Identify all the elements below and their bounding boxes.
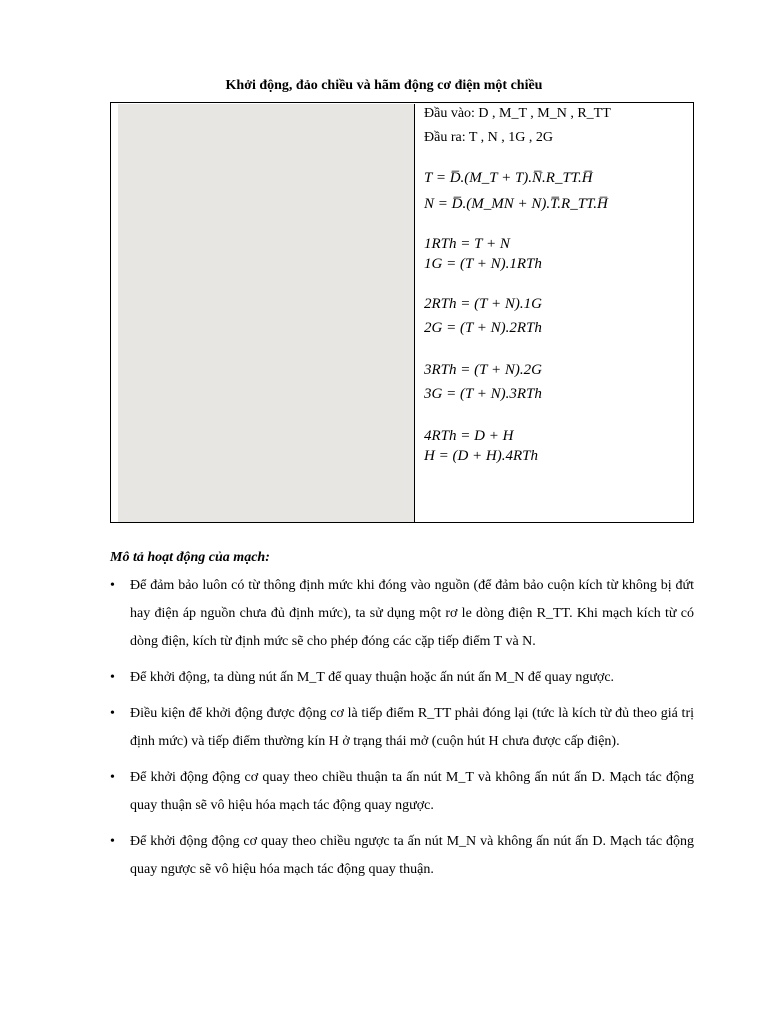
equation-2rth: 2RTh = (T + N).1G [424, 296, 542, 312]
outputs-line: Đầu ra: T , N , 1G , 2G [424, 130, 553, 145]
list-item: • Để khởi động động cơ quay theo chiều ngược ta ấn nút M_N và không ấn nút ấn D. Mạch tác động quay ngược sẽ vô hiệu hóa mạch tác động quay thuận. [110, 828, 694, 884]
list-item: • Để khởi động, ta dùng nút ấn M_T để quay thuận hoặc ấn nút ấn M_N để quay ngược. [110, 664, 694, 692]
equation-4rth: 4RTh = D + H [424, 428, 514, 444]
equation-1rth: 1RTh = T + N [424, 236, 510, 252]
equation-3g: 3G = (T + N).3RTh [424, 386, 542, 402]
list-item: • Để đảm bảo luôn có từ thông định mức khi đóng vào nguồn (để đảm bảo cuộn kích từ không bị đứt hay điện áp nguồn chưa đủ định mức), ta sử dụng một rơ le dòng điện R_TT. Khi mạch kích từ có dòng điện, kích từ định mức sẽ cho phép đóng các cặp tiếp điểm T và N. [110, 572, 694, 656]
equation-N: N = D̅.(M_MN + N).T̅.R_TT.H̅ [424, 196, 608, 212]
list-item: • Để khởi động động cơ quay theo chiều thuận ta ấn nút M_T và không ấn nút ấn D. Mạch tác động quay thuận sẽ vô hiệu hóa mạch tác động quay ngược. [110, 764, 694, 820]
equation-2g: 2G = (T + N).2RTh [424, 320, 542, 336]
description-list [110, 572, 694, 892]
circuit-photo [118, 104, 415, 522]
equation-h: H = (D + H).4RTh [424, 448, 538, 464]
inputs-line: Đầu vào: D , M_T , M_N , R_TT [424, 106, 611, 121]
section-heading: Mô tả hoạt động của mạch: [110, 550, 270, 565]
list-item: • Điều kiện để khởi động được động cơ là tiếp điểm R_TT phải đóng lại (tức là kích từ đủ theo giá trị định mức) và tiếp điểm thường kín H ở trạng thái mở (cuộn hút H chưa được cấp điện). [110, 700, 694, 756]
equation-T: T = D̅.(M_T + T).N̅.R_TT.H̅ [424, 170, 593, 186]
document-title: Khởi động, đảo chiều và hãm động cơ điện một chiều [225, 78, 543, 93]
equation-1g: 1G = (T + N).1RTh [424, 256, 542, 272]
equation-3rth: 3RTh = (T + N).2G [424, 362, 542, 378]
